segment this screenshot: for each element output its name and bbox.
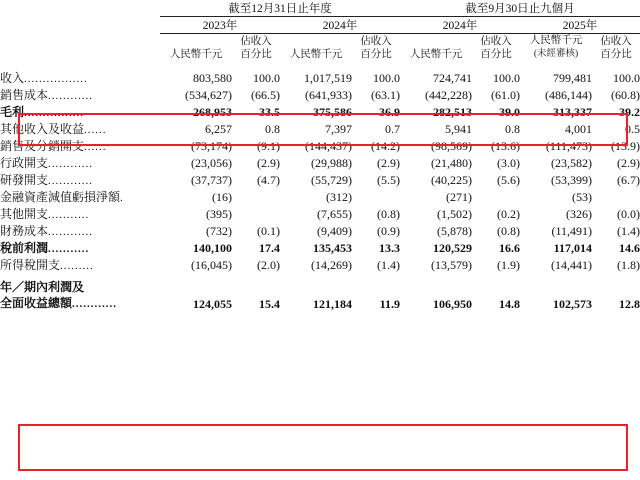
row-value: (6.7) [617,173,640,187]
row-value: (2.9) [377,156,400,170]
row-dots: ............ [48,175,94,187]
row-value: 803,580 [193,71,232,85]
pct-line-2c: 百分比 [480,48,512,60]
row-value: (9,409) [317,224,352,238]
table-row [0,256,640,273]
row-value: 36.9 [379,105,400,119]
row-value: (0.8) [377,207,400,221]
row-value: 14.6 [619,241,640,255]
row-label-text: 其他收入及收益 [0,122,85,136]
header-year-2024-nine: 2024年 [400,17,520,34]
row-value: (0.1) [257,224,280,238]
row-value: 4,001 [565,122,592,136]
row-value: 16.6 [499,241,520,255]
row-value: 14.8 [499,297,520,312]
row-value: (144,437) [305,139,352,153]
row-label [0,239,160,256]
header-unit-pct-2 [352,34,400,62]
unaudited-note: (未經審核) [533,49,579,60]
row-dots: . [120,192,124,204]
table-row [0,120,640,137]
row-label [0,154,160,171]
row-value: 100.0 [253,71,280,85]
row-value: (0.0) [617,207,640,221]
row-value: (486,144) [545,88,592,102]
row-value: 6,257 [205,122,232,136]
header-year-row [0,17,640,34]
row-value: (53,399) [551,173,592,187]
header-group-annual: 截至12月31日止年度 [160,0,400,17]
header-unit-amount-1: 人民幣千元 [169,48,223,60]
row-value: (16) [212,190,232,204]
row-value: (732) [206,224,232,238]
pct-line-1b: 佔收入 [360,35,392,47]
row-value: (66.5) [251,88,280,102]
row-value: (29,988) [311,156,352,170]
row-value: 100.0 [373,71,400,85]
header-unit-amount-2: 人民幣千元 [289,48,343,60]
row-dots: ...... [84,141,107,153]
row-value: (0.2) [497,207,520,221]
row-dots: ............ [48,158,94,170]
row-value: 268,953 [193,105,232,119]
row-label-text: 行政開支 [0,156,49,170]
row-value: (53) [572,190,592,204]
row-value: (16,045) [191,258,232,272]
row-label-text: 年／期內利潤及 [0,280,85,294]
row-value: 15.4 [259,297,280,312]
row-value: (2.0) [257,258,280,272]
row-value: 0.8 [505,122,520,136]
row-value: 375,586 [313,105,352,119]
row-value: 102,573 [553,297,592,312]
row-value: 282,513 [433,105,472,119]
header-unit-row [0,34,640,62]
row-dots: ................. [24,73,88,85]
pct-line-1d: 佔收入 [600,35,632,47]
row-value: (60.8) [611,88,640,102]
table-row-total [0,273,640,318]
row-value: 33.5 [259,105,280,119]
row-value: (1.4) [617,224,640,238]
row-value: 7,397 [325,122,352,136]
row-value: (61.0) [491,88,520,102]
row-value: 135,453 [313,241,352,255]
row-value: 5,941 [445,122,472,136]
table-row [0,205,640,222]
row-value: (271) [446,190,472,204]
row-value: (395) [206,207,232,221]
row-value: (1,502) [437,207,472,221]
row-value: (13,579) [431,258,472,272]
row-value: 724,741 [433,71,472,85]
unit-amount-4-text: 人民幣千元 [529,35,583,46]
row-value: 0.5 [625,122,640,136]
row-label-text: 收入 [0,71,25,85]
row-value: 106,950 [433,297,472,312]
row-value: (4.7) [257,173,280,187]
row-value: (5.5) [377,173,400,187]
row-value: (0.8) [497,224,520,238]
header-unit-amount-3: 人民幣千元 [409,48,463,60]
table-row [0,222,640,239]
row-value: 799,481 [553,71,592,85]
row-value: 313,337 [553,105,592,119]
row-value [232,188,280,205]
table-row [0,137,640,154]
row-label [0,273,160,318]
row-value: (98,569) [431,139,472,153]
row-value: 0.7 [385,122,400,136]
row-value: (5.6) [497,173,520,187]
row-value: (23,582) [551,156,592,170]
row-value: (13.6) [491,139,520,153]
row-label-text-2: 全面收益總額 [0,296,73,311]
row-value: 13.3 [379,241,400,255]
row-dots: ............ [48,226,94,238]
table-row [0,239,640,256]
row-value: (2.9) [617,156,640,170]
row-value: (2.9) [257,156,280,170]
row-label-text: 金融資產減值虧損淨額 [0,190,121,204]
row-value: (23,056) [191,156,232,170]
header-unit-pct-4 [592,34,640,62]
header-year-2025-nine: 2025年 [520,17,640,34]
row-value: (3.0) [497,156,520,170]
row-label-text: 其他開支 [0,207,49,221]
row-value: (9.1) [257,139,280,153]
header-group-ninemonths: 截至9月30日止九個月 [400,0,640,17]
row-value: (1.4) [377,258,400,272]
pct-line-1: 佔收入 [240,35,272,47]
row-dots: ........... [48,209,90,221]
row-label-text: 研發開支 [0,173,49,187]
row-value: (7,655) [317,207,352,221]
header-year-2023: 2023年 [160,17,280,34]
header-group-row [0,0,640,17]
row-value: 39.2 [619,105,640,119]
table-row [0,69,640,86]
row-label-text: 財務成本 [0,224,49,238]
pct-line-2d: 百分比 [600,48,632,60]
row-value [232,205,280,222]
row-value: (5,878) [437,224,472,238]
row-dots: ........... [48,243,90,255]
row-value: 117,014 [553,241,592,255]
row-value: (14.2) [371,139,400,153]
table-row [0,154,640,171]
row-value: (14,269) [311,258,352,272]
row-label [0,222,160,239]
header-unit-pct-3 [472,34,520,62]
row-label [0,137,160,154]
row-value: (534,627) [185,88,232,102]
row-value: (326) [566,207,592,221]
row-label-text: 銷售成本 [0,88,49,102]
row-value: (312) [326,190,352,204]
header-unit-amount-4 [520,34,592,62]
table-row [0,171,640,188]
header-year-2024-annual: 2024年 [280,17,400,34]
row-value [592,188,640,205]
row-value: 140,100 [193,241,232,255]
row-value: 124,055 [193,297,232,312]
header-unit-pct-1 [232,34,280,62]
row-label [0,103,160,120]
pct-line-2b: 百分比 [360,48,392,60]
row-value: (37,737) [191,173,232,187]
row-value: (21,480) [431,156,472,170]
financials-body [0,69,640,318]
row-label-text: 毛利 [0,105,25,119]
row-value: (1.9) [497,258,520,272]
row-value [472,188,520,205]
row-label [0,86,160,103]
row-value: (14,441) [551,258,592,272]
row-value: 12.8 [619,297,640,312]
row-value: 120,529 [433,241,472,255]
row-value: 17.4 [259,241,280,255]
pct-line-1c: 佔收入 [480,35,512,47]
row-value: 100.0 [613,71,640,85]
highlight-box-total-profit [18,424,628,471]
row-value: 0.8 [265,122,280,136]
pct-line-2: 百分比 [240,48,272,60]
row-label-text: 所得稅開支 [0,258,61,272]
row-value: (0.9) [377,224,400,238]
row-value: (11,491) [551,224,592,238]
row-label [0,256,160,273]
row-dots: ......... [60,260,94,272]
row-value: 121,184 [313,297,352,312]
row-value: (63.1) [371,88,400,102]
table-row [0,86,640,103]
row-dots: ............ [48,90,94,102]
row-label [0,120,160,137]
row-value: (73,174) [191,139,232,153]
row-value: (442,228) [425,88,472,102]
row-value [352,188,400,205]
row-value: (111,473) [545,139,592,153]
row-label [0,171,160,188]
header-blank [0,0,160,17]
row-label [0,69,160,86]
row-label-text: 銷售及分銷開支 [0,139,85,153]
row-dots: ............ [72,298,118,311]
row-value: (55,729) [311,173,352,187]
row-value: 100.0 [493,71,520,85]
row-value: (1.8) [617,258,640,272]
table-row [0,103,640,120]
row-label [0,188,160,205]
row-value: (13.9) [611,139,640,153]
row-dots: ................ [24,107,85,119]
row-value: (641,933) [305,88,352,102]
header-blank-3 [0,34,160,62]
row-value: (40,225) [431,173,472,187]
table-row [0,188,640,205]
row-value: 1,017,519 [304,71,352,85]
row-label [0,205,160,222]
row-label-text: 稅前利潤 [0,241,49,255]
row-value: 39.0 [499,105,520,119]
header-blank-2 [0,17,160,34]
row-dots: ...... [84,124,107,136]
row-value: 11.9 [379,297,400,312]
